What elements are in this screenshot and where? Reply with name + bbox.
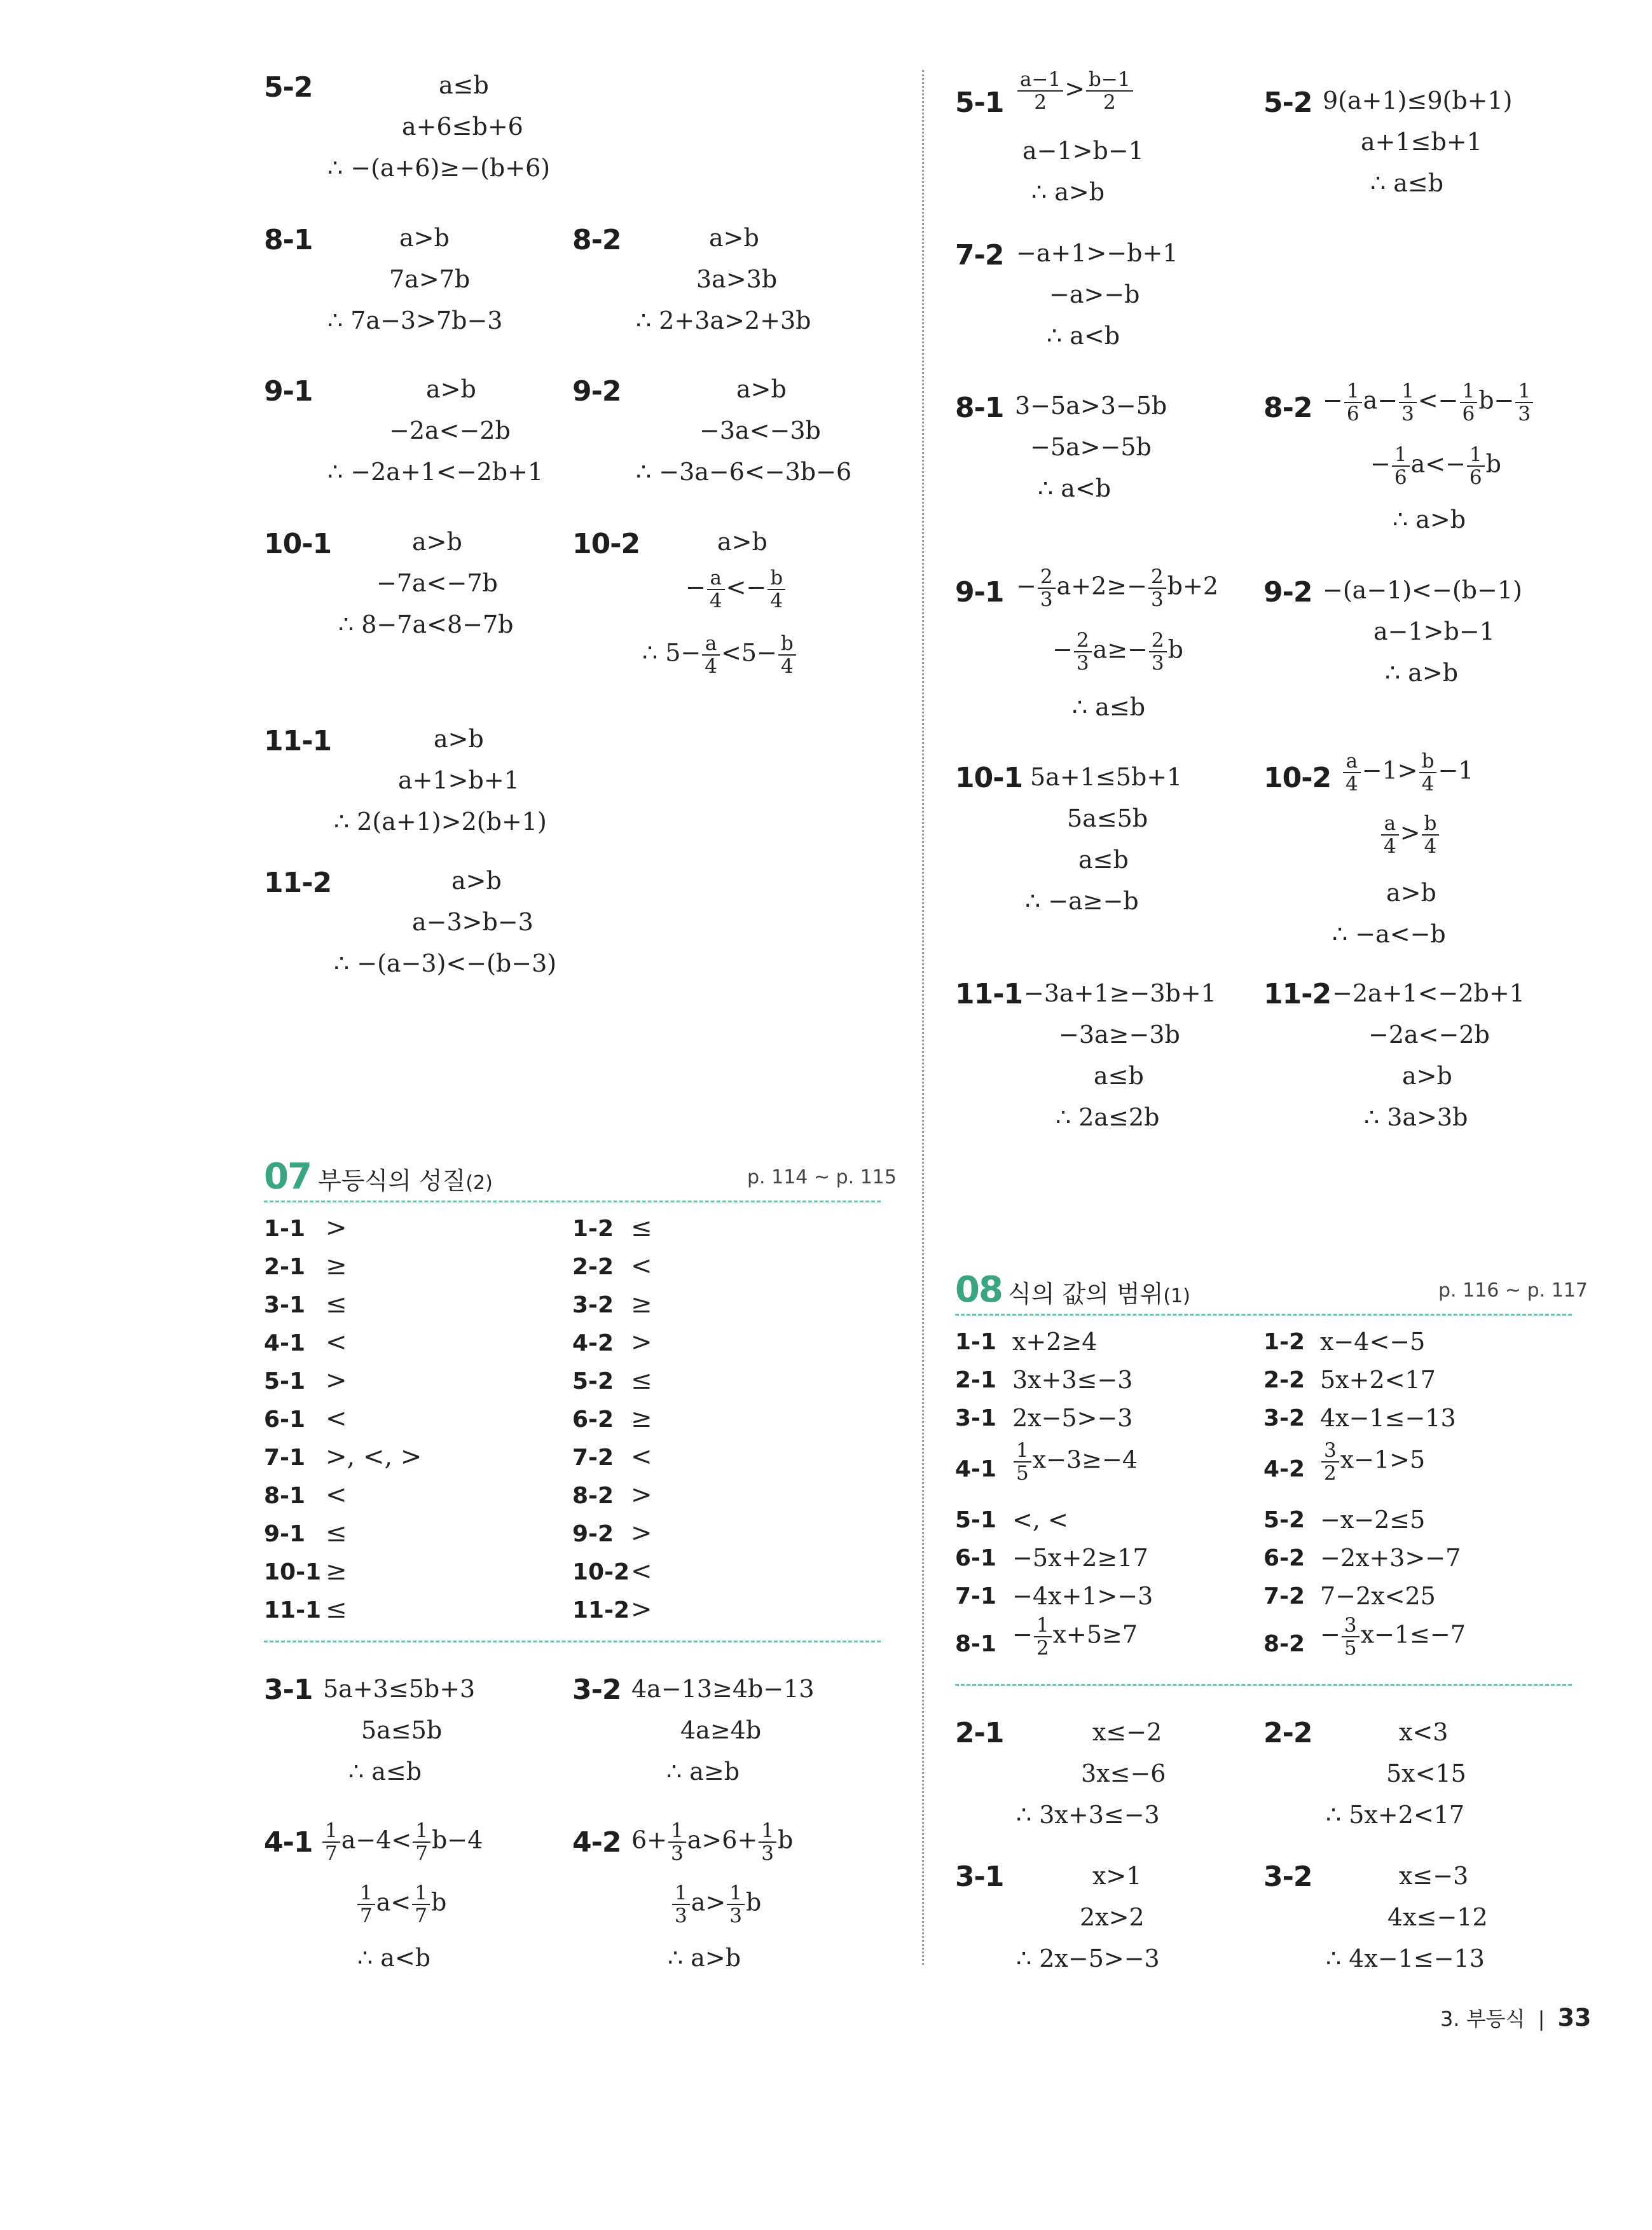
math-line: 4a≥4b <box>680 1716 762 1744</box>
fraction: $\frac{1}{3}$ <box>727 1882 745 1927</box>
answer-label: 5-1 <box>264 1368 306 1394</box>
problem-label: 9-1 <box>955 576 1004 609</box>
math-line: ∴ 5x+2<17 <box>1326 1801 1465 1829</box>
answer-value: ≤ <box>326 1518 347 1548</box>
fraction: $\frac{2}{3}$ <box>1148 566 1166 610</box>
fraction: $\frac{1}{6}$ <box>1467 444 1485 488</box>
answer-label: 9-1 <box>264 1521 306 1547</box>
answer-value: < <box>326 1480 347 1510</box>
math-line: 7a>7b <box>389 265 471 293</box>
answer-label: 2-2 <box>1263 1367 1305 1393</box>
math-line: ∴ 3a>3b <box>1364 1103 1468 1131</box>
math-fraction-line: − $\frac{1}{6}$ a− $\frac{1}{3}$ <− $\frac{1}{6}$ b− $\frac{1}{3}$ <box>1323 380 1534 425</box>
fraction: $\frac{b}{4}$ <box>1419 750 1437 795</box>
math-line: a>b <box>412 528 462 556</box>
problem-label: 9-2 <box>572 375 621 408</box>
math-line: −2a<−2b <box>1368 1021 1490 1049</box>
fraction: $\frac{1}{6}$ <box>1344 380 1362 425</box>
math-line: ∴ −a≥−b <box>1025 887 1139 915</box>
problem-label: 2-2 <box>1263 1717 1312 1749</box>
fraction: $\frac{b}{4}$ <box>767 567 785 612</box>
problem-label: 3-2 <box>572 1674 621 1706</box>
answer-value: ≥ <box>326 1557 347 1586</box>
answer-value: > <box>326 1213 347 1242</box>
fraction: $\frac{1}{3}$ <box>672 1882 690 1927</box>
problem-label: 3-1 <box>264 1674 313 1706</box>
answer-label: 4-2 <box>572 1330 614 1356</box>
problem-label: 8-1 <box>264 224 313 256</box>
answer-value: ≤ <box>631 1213 652 1242</box>
answer-label: 1-1 <box>264 1216 306 1242</box>
math-line: x≤−2 <box>1092 1718 1162 1746</box>
answer-label: 11-2 <box>572 1597 630 1623</box>
answer-value: >, <, > <box>326 1442 422 1471</box>
answer-value: ≥ <box>326 1251 347 1281</box>
math-fraction-line: − $\frac{a}{4}$ <− $\frac{b}{4}$ <box>685 567 787 612</box>
fraction: $\frac{1}{5}$ <box>1014 1440 1031 1484</box>
math-line: ∴ 2(a+1)>2(b+1) <box>334 808 547 836</box>
answer-value: ≤ <box>326 1290 347 1319</box>
answer-expression: 7−2x<25 <box>1320 1582 1436 1610</box>
answer-expression: −2x+3>−7 <box>1320 1544 1461 1572</box>
answer-label: 5-1 <box>955 1507 997 1533</box>
answer-label: 10-1 <box>264 1559 322 1585</box>
answer-label: 2-1 <box>264 1254 306 1280</box>
problem-label: 5-1 <box>955 86 1004 119</box>
fraction: $\frac{b-1}{2}$ <box>1086 69 1133 113</box>
answer-expression: −4x+1>−3 <box>1012 1582 1153 1610</box>
math-fraction-line: − $\frac{1}{6}$ a<− $\frac{1}{6}$ b <box>1370 443 1501 490</box>
fraction: $\frac{1}{3}$ <box>759 1820 776 1864</box>
answer-expression: 5x+2<17 <box>1320 1366 1436 1394</box>
math-line: 4x≤−12 <box>1387 1903 1488 1931</box>
answer-label: 4-1 <box>264 1330 306 1356</box>
problem-label: 3-1 <box>955 1861 1004 1893</box>
answer-expression: 2x−5>−3 <box>1012 1404 1133 1432</box>
math-fraction-line: $\frac{a}{4}$ > $\frac{b}{4}$ <box>1380 813 1440 857</box>
answer-label: 4-2 <box>1263 1456 1305 1482</box>
fraction: $\frac{2}{3}$ <box>1074 630 1092 674</box>
answer-label: 8-2 <box>1263 1631 1305 1657</box>
math-line: −(a−1)<−(b−1) <box>1323 576 1522 604</box>
problem-label: 10-1 <box>955 762 1023 794</box>
fraction: $\frac{b}{4}$ <box>778 633 796 677</box>
math-line: a>b <box>736 375 787 403</box>
answer-label: 8-1 <box>955 1631 997 1657</box>
answer-value: < <box>326 1404 347 1433</box>
math-line: ∴ 2x−5>−3 <box>1016 1944 1160 1972</box>
math-line: ∴ 2+3a>2+3b <box>636 306 811 334</box>
chapter-title: 3. 부등식 <box>1440 2007 1525 2031</box>
math-line: ∴ −(a+6)≥−(b+6) <box>327 154 551 182</box>
math-line: ∴ 7a−3>7b−3 <box>327 306 503 334</box>
math-line: a>b <box>1402 1062 1452 1090</box>
math-line: a+1≤b+1 <box>1361 128 1482 156</box>
answer-label: 1-2 <box>1263 1329 1305 1355</box>
math-line: ∴ 3x+3≤−3 <box>1016 1801 1160 1829</box>
problem-label: 7-2 <box>955 239 1004 272</box>
math-line: a>b <box>1386 879 1436 907</box>
math-line: 3a>3b <box>696 265 778 293</box>
problem-label: 11-1 <box>955 978 1023 1010</box>
answer-expression: −x−2≤5 <box>1320 1506 1426 1534</box>
answer-expression: x+2≥4 <box>1012 1328 1098 1356</box>
answer-label: 10-2 <box>572 1559 630 1585</box>
answer-label: 7-2 <box>572 1445 614 1471</box>
math-line: 3x≤−6 <box>1081 1759 1166 1787</box>
answer-expression: −5x+2≥17 <box>1012 1544 1148 1572</box>
answer-label: 8-2 <box>572 1483 614 1509</box>
fraction: $\frac{1}{3}$ <box>668 1820 686 1864</box>
math-line: a≤b <box>1094 1062 1144 1090</box>
section-title: 식의 값의 범위(1) <box>1008 1280 1190 1308</box>
column-divider <box>922 70 924 1965</box>
fraction: $\frac{1}{7}$ <box>357 1882 375 1927</box>
answer-label: 6-2 <box>572 1407 614 1433</box>
math-line: ∴ −3a−6<−3b−6 <box>636 458 852 486</box>
fraction: $\frac{1}{7}$ <box>322 1820 340 1864</box>
math-line: ∴ a<b <box>1047 322 1120 350</box>
answer-value: > <box>631 1518 652 1548</box>
answer-label: 4-1 <box>955 1456 997 1482</box>
answer-fraction-expression: $\frac{1}{5}$ x−3≥−4 <box>1012 1440 1138 1484</box>
math-line: ∴ 8−7a<8−7b <box>338 610 514 638</box>
answer-expression: x−4<−5 <box>1320 1328 1426 1356</box>
math-fraction-line: $\frac{1}{7}$ a< $\frac{1}{7}$ b <box>356 1882 446 1927</box>
math-fraction-line: $\frac{1}{7}$ a−4< $\frac{1}{7}$ b−4 <box>321 1820 483 1864</box>
problem-label: 11-2 <box>1263 978 1332 1010</box>
math-fraction-line: 6+ $\frac{1}{3}$ a>6+ $\frac{1}{3}$ b <box>631 1819 794 1866</box>
math-line: a−1>b−1 <box>1022 137 1144 165</box>
problem-label: 8-2 <box>1263 392 1312 424</box>
answer-label: 6-2 <box>1263 1545 1305 1571</box>
answer-label: 3-1 <box>264 1292 306 1318</box>
answer-value: < <box>631 1442 652 1471</box>
math-line: 5a≤5b <box>361 1716 443 1744</box>
answer-label: 1-1 <box>955 1329 997 1355</box>
problem-label: 5-2 <box>264 71 313 104</box>
page-reference: p. 114 ~ p. 115 <box>747 1166 897 1188</box>
math-line: ∴ −(a−3)<−(b−3) <box>334 949 557 977</box>
math-fraction-line: − $\frac{2}{3}$ a≥− $\frac{2}{3}$ b <box>1052 629 1183 675</box>
math-line: −3a≥−3b <box>1059 1021 1180 1049</box>
section-number: 08 <box>955 1269 1002 1311</box>
fraction: $\frac{3}{5}$ <box>1342 1614 1359 1659</box>
math-line: ∴ a>b <box>668 1944 741 1972</box>
answer-expression: <, < <box>1012 1506 1068 1534</box>
answer-value: ≥ <box>631 1290 652 1319</box>
fraction: $\frac{a}{4}$ <box>702 633 720 677</box>
math-line: −3a<−3b <box>699 416 821 444</box>
answer-label: 2-2 <box>572 1254 614 1280</box>
math-line: ∴ 4x−1≤−13 <box>1326 1944 1485 1972</box>
math-line: a>b <box>709 224 759 252</box>
math-line: a−3>b−3 <box>412 908 533 936</box>
fraction: $\frac{1}{3}$ <box>1515 380 1533 425</box>
math-line: −a>−b <box>1049 280 1140 308</box>
math-line: ∴ a<b <box>1038 474 1112 502</box>
math-line: 9(a+1)≤9(b+1) <box>1323 86 1513 114</box>
answer-label: 2-1 <box>955 1367 997 1393</box>
math-line: a>b <box>451 867 502 895</box>
answer-value: ≤ <box>326 1595 347 1624</box>
section-divider <box>264 1201 881 1202</box>
answer-value: > <box>326 1366 347 1395</box>
section-title: 부등식의 성질(2) <box>318 1167 493 1195</box>
fraction: $\frac{2}{3}$ <box>1038 566 1056 610</box>
math-line: −3a+1≥−3b+1 <box>1024 979 1216 1007</box>
answer-fraction-expression: − $\frac{3}{5}$ x−1≤−7 <box>1320 1614 1466 1660</box>
math-line: 5a≤5b <box>1067 804 1148 832</box>
math-line: −5a>−5b <box>1030 433 1152 461</box>
math-fraction-line: $\frac{1}{3}$ a> $\frac{1}{3}$ b <box>671 1882 761 1927</box>
section-number: 07 <box>264 1156 311 1197</box>
problem-label: 11-1 <box>264 725 332 757</box>
answer-fraction-expression: − $\frac{1}{2}$ x+5≥7 <box>1012 1614 1138 1660</box>
problem-label: 2-1 <box>955 1717 1004 1749</box>
math-line: −2a<−2b <box>389 416 511 444</box>
footer-separator: | <box>1538 2007 1545 2031</box>
math-line: ∴ a≤b <box>1072 693 1146 721</box>
problem-label: 4-1 <box>264 1826 313 1859</box>
fraction: $\frac{a}{4}$ <box>1381 813 1399 857</box>
math-line: 5x<15 <box>1386 1759 1466 1787</box>
answer-label: 8-1 <box>264 1483 306 1509</box>
answer-label: 7-2 <box>1263 1583 1305 1609</box>
math-line: 5a+1≤5b+1 <box>1030 763 1183 791</box>
answer-value: ≥ <box>631 1404 652 1433</box>
math-line: ∴ a>b <box>1385 659 1459 687</box>
problem-label: 8-2 <box>572 224 621 256</box>
problem-label: 10-2 <box>1263 762 1332 794</box>
answer-value: > <box>631 1328 652 1357</box>
answer-label: 3-1 <box>955 1405 997 1431</box>
fraction: $\frac{1}{6}$ <box>1460 380 1478 425</box>
answer-value: < <box>326 1328 347 1357</box>
section-divider <box>955 1684 1572 1686</box>
math-line: ∴ a>b <box>1031 178 1105 206</box>
math-line: a>b <box>399 224 450 252</box>
problem-label: 5-2 <box>1263 86 1312 119</box>
math-line: −2a+1<−2b+1 <box>1332 979 1525 1007</box>
math-line: 2x>2 <box>1080 1903 1145 1931</box>
math-line: a≤b <box>1078 846 1129 874</box>
answer-fraction-expression: $\frac{3}{2}$ x−1>5 <box>1320 1440 1425 1484</box>
problem-label: 9-2 <box>1263 576 1312 609</box>
math-line: a≤b <box>439 71 489 99</box>
answer-label: 9-2 <box>572 1521 614 1547</box>
math-line: a+1>b+1 <box>398 766 520 794</box>
math-line: a>b <box>717 528 767 556</box>
math-line: a>b <box>426 375 476 403</box>
math-line: ∴ a>b <box>1393 506 1466 533</box>
fraction: $\frac{a}{4}$ <box>707 567 725 612</box>
answer-value: > <box>631 1595 652 1624</box>
math-line: a+6≤b+6 <box>402 113 523 141</box>
fraction: $\frac{a-1}{2}$ <box>1017 69 1063 113</box>
math-line: 3−5a>3−5b <box>1015 392 1167 420</box>
problem-label: 8-1 <box>955 392 1004 424</box>
answer-label: 5-2 <box>572 1368 614 1394</box>
answer-label: 7-1 <box>264 1445 306 1471</box>
math-fraction-line: $\frac{a}{4}$ −1> $\frac{b}{4}$ −1 <box>1342 750 1473 795</box>
fraction: $\frac{1}{2}$ <box>1034 1614 1052 1659</box>
math-line: ∴ −2a+1<−2b+1 <box>327 458 544 486</box>
problem-label: 3-2 <box>1263 1861 1312 1893</box>
answer-value: > <box>631 1480 652 1510</box>
math-fraction-line: ∴ 5− $\frac{a}{4}$ <5− $\frac{b}{4}$ <box>642 633 797 677</box>
page-reference: p. 116 ~ p. 117 <box>1438 1279 1588 1302</box>
math-line: −7a<−7b <box>376 569 498 597</box>
math-line: −a+1>−b+1 <box>1016 239 1178 267</box>
page-number: 33 <box>1557 2004 1592 2032</box>
problem-label: 10-2 <box>572 528 640 560</box>
answer-value: ≤ <box>631 1366 652 1395</box>
page-footer <box>1440 2003 1591 2032</box>
section-divider <box>264 1641 881 1642</box>
section-divider <box>955 1314 1572 1316</box>
math-line: a−1>b−1 <box>1373 617 1495 645</box>
answer-value: < <box>631 1557 652 1586</box>
answer-label: 11-1 <box>264 1597 322 1623</box>
answer-expression: 4x−1≤−13 <box>1320 1404 1456 1432</box>
math-line: ∴ a≤b <box>348 1758 422 1786</box>
math-line: ∴ a≤b <box>1370 169 1444 197</box>
math-line: ∴ a<b <box>357 1944 431 1972</box>
answer-expression: 3x+3≤−3 <box>1012 1366 1133 1394</box>
math-line: a>b <box>434 725 484 753</box>
problem-label: 11-2 <box>264 867 332 899</box>
fraction: $\frac{3}{2}$ <box>1321 1440 1339 1484</box>
math-line: ∴ a≥b <box>666 1758 740 1786</box>
answer-value: < <box>631 1251 652 1281</box>
answer-label: 3-2 <box>572 1292 614 1318</box>
fraction: $\frac{1}{3}$ <box>1399 380 1417 425</box>
fraction: $\frac{2}{3}$ <box>1149 630 1167 674</box>
fraction: $\frac{1}{7}$ <box>413 1820 430 1864</box>
answer-label: 3-2 <box>1263 1405 1305 1431</box>
fraction: $\frac{a}{4}$ <box>1343 750 1361 795</box>
math-line: ∴ 2a≤2b <box>1056 1103 1160 1131</box>
math-line: x>1 <box>1092 1862 1142 1890</box>
answer-label: 6-1 <box>264 1407 306 1433</box>
math-line: x<3 <box>1399 1718 1449 1746</box>
math-fraction-line: − $\frac{2}{3}$ a+2≥− $\frac{2}{3}$ b+2 <box>1016 565 1219 612</box>
fraction: $\frac{b}{4}$ <box>1422 813 1440 857</box>
math-line: 4a−13≥4b−13 <box>631 1675 815 1703</box>
math-line: x≤−3 <box>1399 1862 1469 1890</box>
fraction: $\frac{1}{7}$ <box>412 1882 430 1927</box>
math-line: ∴ −a<−b <box>1332 920 1446 948</box>
fraction: $\frac{1}{6}$ <box>1392 444 1410 488</box>
answer-label: 5-2 <box>1263 1507 1305 1533</box>
math-fraction-line: $\frac{a-1}{2}$ > $\frac{b-1}{2}$ <box>1016 69 1134 113</box>
math-line: 5a+3≤5b+3 <box>323 1675 476 1703</box>
problem-label: 4-2 <box>572 1826 621 1859</box>
problem-label: 9-1 <box>264 375 313 408</box>
answer-label: 1-2 <box>572 1216 614 1242</box>
problem-label: 10-1 <box>264 528 332 560</box>
answer-label: 6-1 <box>955 1545 997 1571</box>
answer-label: 7-1 <box>955 1583 997 1609</box>
